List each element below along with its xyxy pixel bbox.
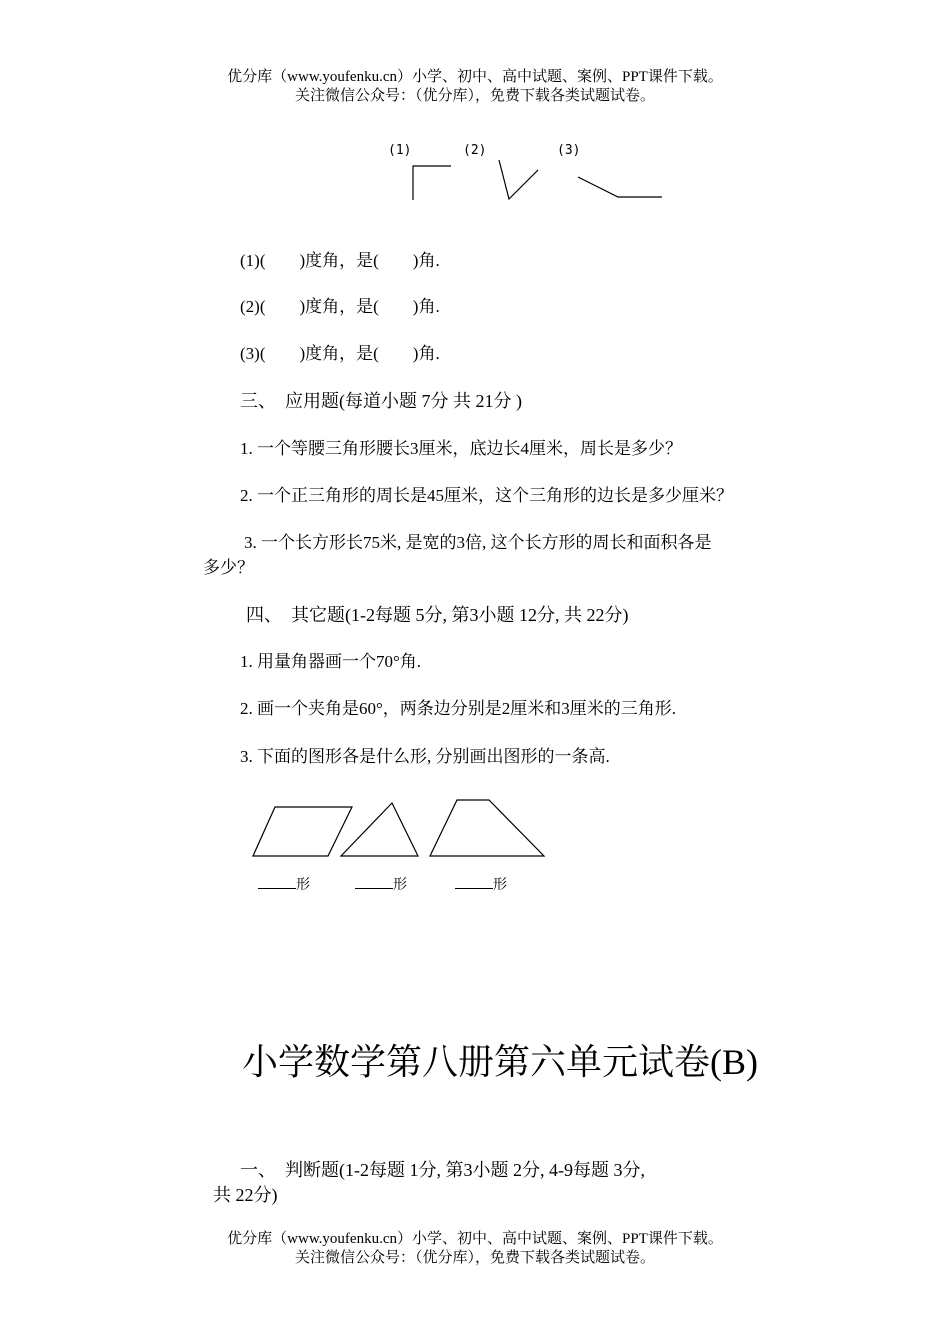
angle-question-1: (1)( )度角，是( )角. [240, 251, 440, 270]
shape-label-2: 形 [393, 877, 407, 893]
angle-question-3: (3)( )度角，是( )角. [240, 344, 440, 363]
answer-blank [258, 874, 296, 889]
footer-line-2: 关注微信公众号：（优分库），免费下载各类试题试卷。 [294, 1250, 655, 1266]
answer-blank [355, 874, 393, 889]
angle-label-3: (3) [557, 143, 581, 158]
section-4-question-1: 1. 用量角器画一个70°角. [240, 652, 422, 671]
section-1-heading-line-1: 一、 判断题(1-2每题 1分, 第3小题 2分, 4-9每题 3分, [240, 1160, 645, 1180]
shape-answer-2 [355, 874, 407, 894]
header-line-1: 优分库（www.youfenku.cn）小学、初中、高中试题、案例、PPT课件下载。 [227, 69, 723, 85]
header-line-2: 关注微信公众号：（优分库），免费下载各类试题试卷。 [294, 88, 655, 104]
section-4-question-3: 3. 下面的图形各是什么形, 分别画出图形的一条高. [240, 747, 610, 766]
parallelogram-shape [253, 807, 352, 856]
section-3-question-3-line-2: 多少？ [203, 558, 254, 577]
shape-answer-1 [258, 874, 310, 894]
answer-blank [455, 874, 493, 889]
trapezoid-shape [430, 800, 544, 856]
section-3-heading: 三、 应用题(每道小题 7分 共 21分 ) [240, 391, 522, 411]
footer-line-1: 优分库（www.youfenku.cn）小学、初中、高中试题、案例、PPT课件下载。 [227, 1231, 723, 1247]
angle-question-2: (2)( )度角，是( )角. [240, 297, 440, 316]
section-1-heading-line-2: 共 22分) [213, 1185, 278, 1205]
triangle-shape [341, 803, 418, 856]
section-3-question-2: 2. 一个正三角形的周长是45厘米，这个三角形的边长是多少厘米？ [240, 486, 733, 505]
section-3-question-3-line-1: 3. 一个长方形长75米, 是宽的3倍, 这个长方形的周长和面积各是 [244, 533, 712, 552]
shape-answer-3 [455, 874, 507, 894]
section-4-heading: 四、 其它题(1-2每题 5分, 第3小题 12分, 共 22分) [246, 605, 629, 625]
exam-title: 小学数学第八册第六单元试卷(B) [242, 1042, 758, 1082]
angle-label-1: (1) [388, 143, 412, 158]
section-4-question-2: 2. 画一个夹角是60°，两条边分别是2厘米和3厘米的三角形. [240, 699, 677, 718]
shape-label-3: 形 [493, 877, 507, 893]
section-3-question-1: 1. 一个等腰三角形腰长3厘米，底边长4厘米，周长是多少？ [240, 439, 682, 458]
shape-label-1: 形 [296, 877, 310, 893]
angle-label-2: (2) [463, 143, 487, 158]
